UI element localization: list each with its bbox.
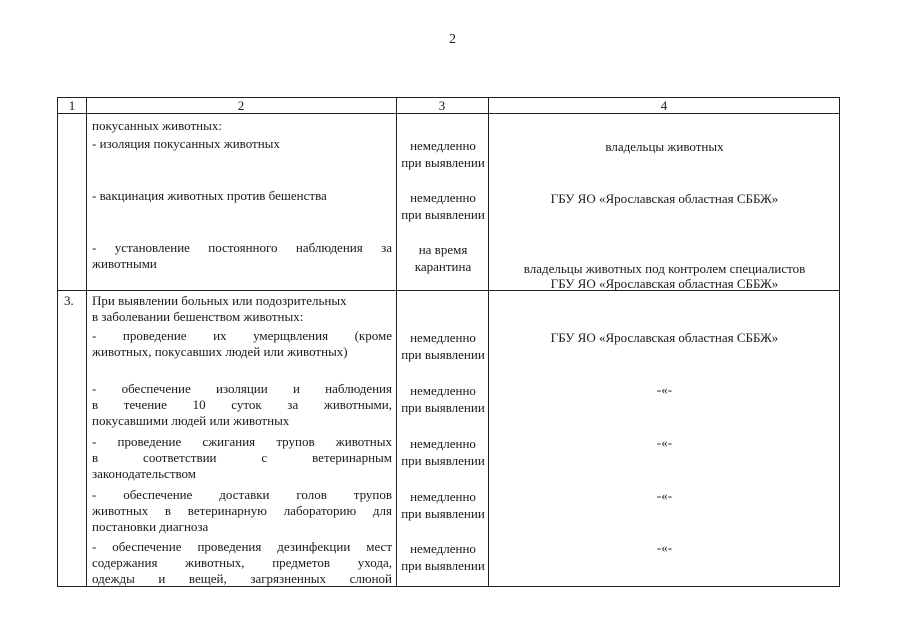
row-3-item5-responsible: -«- xyxy=(656,540,673,555)
row-3-item4-line2: животных в ветеринарную лабораторию для xyxy=(92,503,392,518)
row-3-item3-line2: в соответствии с ветеринарным xyxy=(92,450,392,465)
row-3-item4-line3: постановки диагноза xyxy=(92,519,209,534)
row-3-item5-line3: одежды и вещей, загрязненных слюной xyxy=(92,571,392,586)
row-3-item2-term: немедленно при выявлении xyxy=(401,383,485,415)
row-3-item5-term: немедленно при выявлении xyxy=(401,541,485,573)
row-3-item2-line2: в течение 10 суток за животными, xyxy=(92,397,392,412)
row-3-item4-responsible: -«- xyxy=(656,488,673,503)
row-3-number: 3. xyxy=(64,293,74,308)
page-number: 2 xyxy=(449,32,456,47)
row-3-item3-term: немедленно при выявлении xyxy=(401,436,485,468)
row-3-item3-line3: законодательством xyxy=(92,466,197,481)
header-col-1: 1 xyxy=(68,98,76,113)
row-3-item1-term: немедленно при выявлении xyxy=(401,330,485,362)
column-divider xyxy=(488,98,489,586)
row-3-item1-line2: животных, покусавших людей или животных) xyxy=(92,344,348,359)
row-3-item2-line1: - обеспечение изоляции и наблюдения xyxy=(92,381,392,396)
row-3-intro-line2: в заболевании бешенством животных: xyxy=(92,309,304,324)
row-3-item2-responsible: -«- xyxy=(656,382,673,397)
header-divider xyxy=(58,113,839,114)
row-a-item3-responsible-line1: владельцы животных под контролем специалистов xyxy=(523,261,806,276)
row-3-item5-line1: - обеспечение проведения дезинфекции мест xyxy=(92,539,392,554)
row-3-item4-line1: - обеспечение доставки голов трупов xyxy=(92,487,392,502)
row-a-item2-text: - вакцинация животных против бешенства xyxy=(92,188,327,203)
measures-table xyxy=(57,97,840,587)
row-a-item1-term: немедленно при выявлении xyxy=(401,138,485,170)
row-3-item2-line3: покусавшими людей или животных xyxy=(92,413,290,428)
row-3-intro-line1: При выявлении больных или подозрительных xyxy=(92,293,347,308)
row-a-item3-text-line1: - установление постоянного наблюдения за xyxy=(92,240,392,255)
column-divider xyxy=(86,98,87,586)
header-col-4: 4 xyxy=(660,98,668,113)
row-3-item4-term: немедленно при выявлении xyxy=(401,489,485,521)
header-col-2: 2 xyxy=(237,98,245,113)
row-3-item3-line1: - проведение сжигания трупов животных xyxy=(92,434,392,449)
row-a-item2-responsible: ГБУ ЯО «Ярославская областная СББЖ» xyxy=(550,191,779,206)
row-a-item3-text-line2: животными xyxy=(92,256,157,271)
row-a-item3-responsible-line2: ГБУ ЯО «Ярославская областная СББЖ» xyxy=(550,276,779,291)
row-3-item1-responsible: ГБУ ЯО «Ярославская областная СББЖ» xyxy=(550,330,779,345)
row-a-item1-text: - изоляция покусанных животных xyxy=(92,136,280,151)
row-3-item1-line1: - проведение их умерщвления (кроме xyxy=(92,328,392,343)
row-a-intro: покусанных животных: xyxy=(92,118,222,133)
header-col-3: 3 xyxy=(438,98,446,113)
row-3-item3-responsible: -«- xyxy=(656,435,673,450)
row-a-item3-term: на время карантина xyxy=(414,242,472,274)
row-a-item1-responsible: владельцы животных xyxy=(605,139,724,154)
column-divider xyxy=(396,98,397,586)
row-3-item5-line2: содержания животных, предметов ухода, xyxy=(92,555,392,570)
row-a-item2-term: немедленно при выявлении xyxy=(401,190,485,222)
